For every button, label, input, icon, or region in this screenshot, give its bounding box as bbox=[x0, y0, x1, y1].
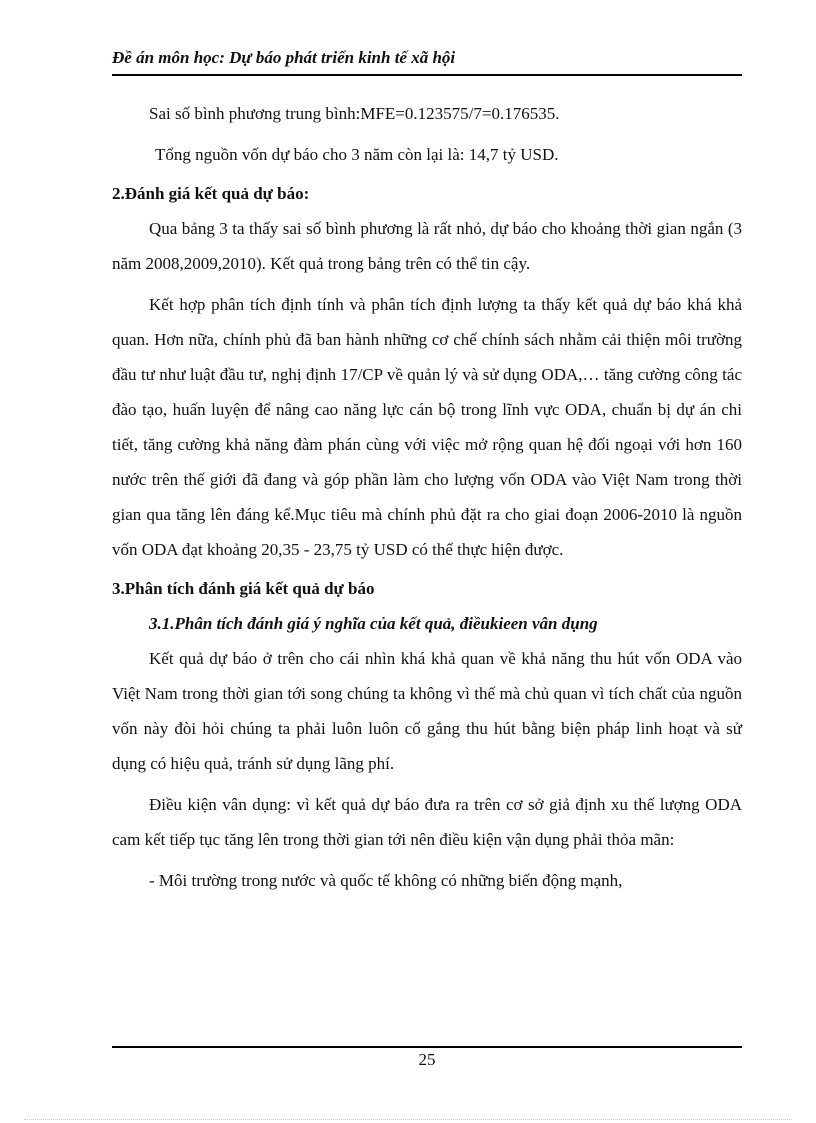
section-3-heading: 3.Phân tích đánh giá kết quả dự báo bbox=[112, 579, 375, 598]
section-2-paragraph-1: Qua bảng 3 ta thấy sai số bình phương là rất nhỏ, dự báo cho khoảng thời gian ngắn (3 năm 2008,2009,2010). Kết quả trong bảng trên có thể tin cậy. bbox=[112, 219, 742, 273]
section-3-paragraph-1: Kết quả dự báo ở trên cho cái nhìn khá khả quan về khả năng thu hút vốn ODA vào Việt Nam trong thời gian tới song chúng ta không vì thế mà chủ quan vì tích chất của nguồn vốn này đòi hỏi chúng ta phải luôn luôn cố gắng thu hút bằng biện pháp linh hoạt và sử dụng có hiệu quả, tránh sử dụng lãng phí. bbox=[112, 649, 742, 773]
section-3-paragraph-2: Điều kiện vân dụng: vì kết quả dự báo đưa ra trên cơ sở giả định xu thế lượng ODA cam kết tiếp tục tăng lên trong thời gian tới nên điều kiện vận dụng phải thỏa mãn: bbox=[112, 795, 742, 849]
page-number: 25 bbox=[418, 1050, 436, 1069]
mfe-line: Sai số bình phương trung bình:MFE=0.123575/7=0.176535. bbox=[149, 104, 560, 123]
header-divider bbox=[112, 74, 742, 76]
page-header-title: Đề án môn học: Dự báo phát triển kinh tế xã hội bbox=[112, 48, 456, 67]
section-3-1-subheading: 3.1.Phân tích đánh giá ý nghĩa của kết quả, điềukieen vân dụng bbox=[149, 614, 598, 633]
page-bottom-dotted-edge bbox=[24, 1119, 792, 1120]
section-2-heading: 2.Đánh giá kết quả dự báo: bbox=[112, 184, 310, 203]
total-forecast-line: Tổng nguồn vốn dự báo cho 3 năm còn lại là: 14,7 tỷ USD. bbox=[155, 145, 559, 164]
section-2-paragraph-2: Kết hợp phân tích định tính và phân tích định lượng ta thấy kết quả dự báo khá khả quan. Hơn nữa, chính phủ đã ban hành những cơ chế chính sách nhằm cải thiện môi trường đầu tư như luật đầu tư, nghị định 17/CP về quản lý và sử dụng ODA,… tăng cường công tác đào tạo, huấn luyện để nâng cao năng lực cán bộ trong lĩnh vực ODA, chuẩn bị dự án chi tiết, tăng cường khả năng đàm phán cùng với việc mở rộng quan hệ đối ngoại với hơn 160 nước trên thế giới đã đang và góp phần làm cho lượng vốn ODA vào Việt Nam trong thời gian qua tăng lên đáng kể.Mục tiêu mà chính phủ đặt ra cho giai đoạn 2006-2010 là nguồn vốn ODA đạt khoảng 20,35 - 23,75 tỷ USD có thể thực hiện được. bbox=[112, 295, 742, 559]
document-body bbox=[112, 96, 742, 898]
footer-divider bbox=[112, 1046, 742, 1048]
condition-bullet-1: - Môi trường trong nước và quốc tế không có những biến động mạnh, bbox=[149, 871, 623, 890]
